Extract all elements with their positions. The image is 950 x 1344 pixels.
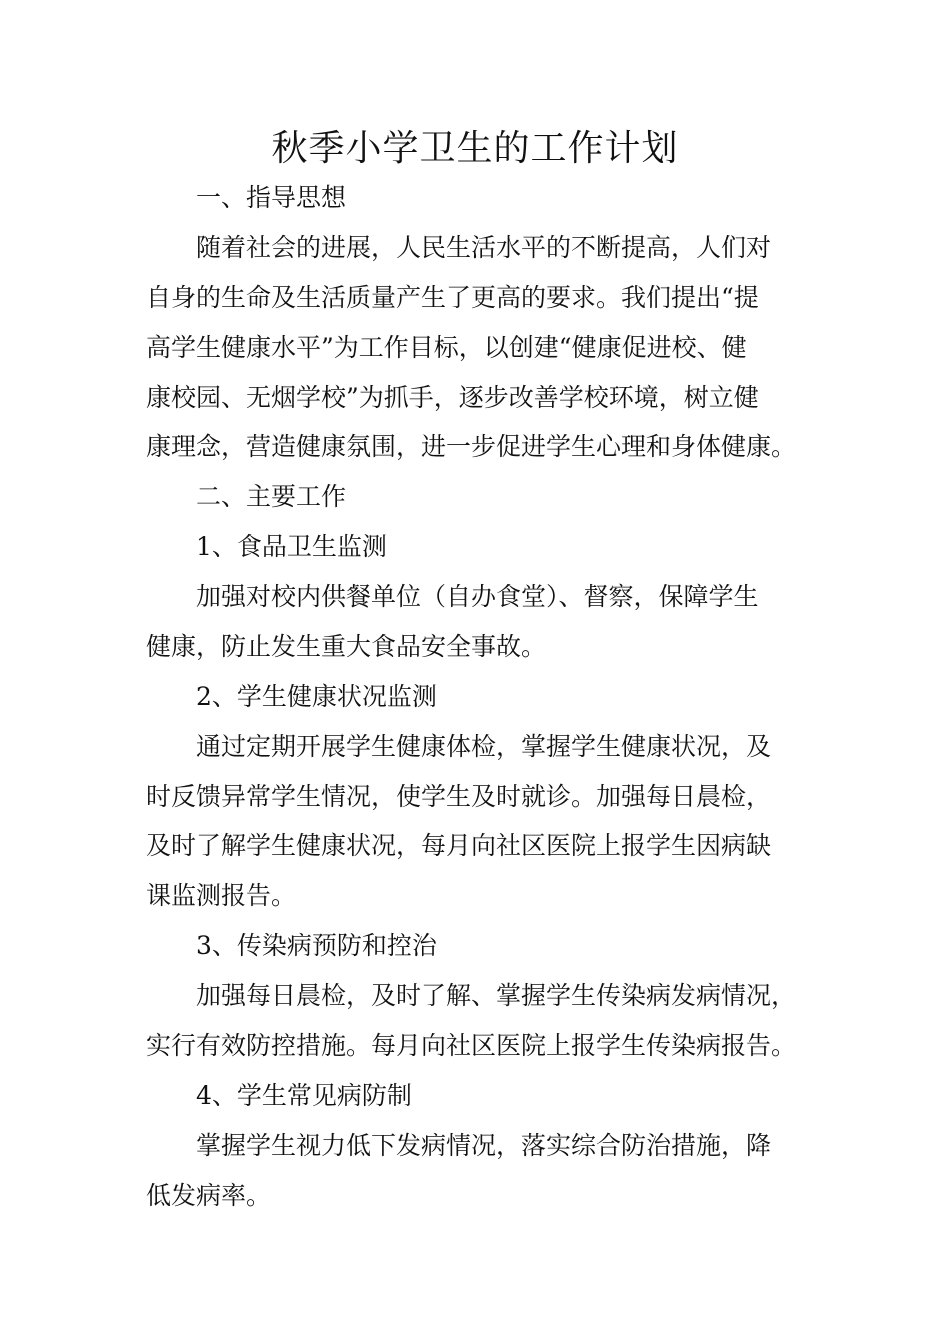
section-heading-guiding-thought: 一、指导思想 bbox=[196, 183, 347, 212]
paragraph-line: 课监测报告。 bbox=[146, 881, 297, 910]
paragraph-line: 康校园、无烟学校”为抓手，逐步改善学校环境，树立健 bbox=[146, 383, 759, 412]
paragraph-line: 掌握学生视力低下发病情况，落实综合防治措施，降 bbox=[196, 1131, 772, 1160]
paragraph-line: 低发病率。 bbox=[146, 1181, 272, 1210]
paragraph-line: 时反馈异常学生情况，使学生及时就诊。加强每日晨检， bbox=[146, 782, 772, 811]
paragraph-line: 健康，防止发生重大食品安全事故。 bbox=[146, 632, 547, 661]
document-title: 秋季小学卫生的工作计划 bbox=[271, 128, 679, 169]
paragraph-line: 自身的生命及生活质量产生了更高的要求。我们提出“提 bbox=[146, 283, 759, 312]
paragraph-line: 康理念，营造健康氛围，进一步促进学生心理和身体健康。 bbox=[146, 432, 797, 461]
subsection-heading-common-disease: 4、学生常见病防制 bbox=[196, 1081, 412, 1110]
section-heading-main-work: 二、主要工作 bbox=[196, 482, 347, 511]
paragraph-line: 实行有效防控措施。每月向社区医院上报学生传染病报告。 bbox=[146, 1031, 797, 1060]
paragraph-line: 加强每日晨检，及时了解、掌握学生传染病发病情况， bbox=[196, 981, 797, 1010]
subsection-heading-infectious-disease: 3、传染病预防和控治 bbox=[196, 931, 437, 960]
paragraph-line: 及时了解学生健康状况，每月向社区医院上报学生因病缺 bbox=[146, 831, 772, 860]
paragraph-line: 通过定期开展学生健康体检，掌握学生健康状况，及 bbox=[196, 732, 772, 761]
paragraph-line: 高学生健康水平”为工作目标，以创建“健康促进校、健 bbox=[146, 333, 747, 362]
paragraph-line: 随着社会的进展，人民生活水平的不断提高，人们对 bbox=[196, 233, 772, 262]
paragraph-line: 加强对校内供餐单位（自办食堂）、督察，保障学生 bbox=[196, 582, 759, 611]
subsection-heading-food-hygiene: 1、食品卫生监测 bbox=[196, 532, 387, 561]
subsection-heading-health-monitoring: 2、学生健康状况监测 bbox=[196, 682, 437, 711]
